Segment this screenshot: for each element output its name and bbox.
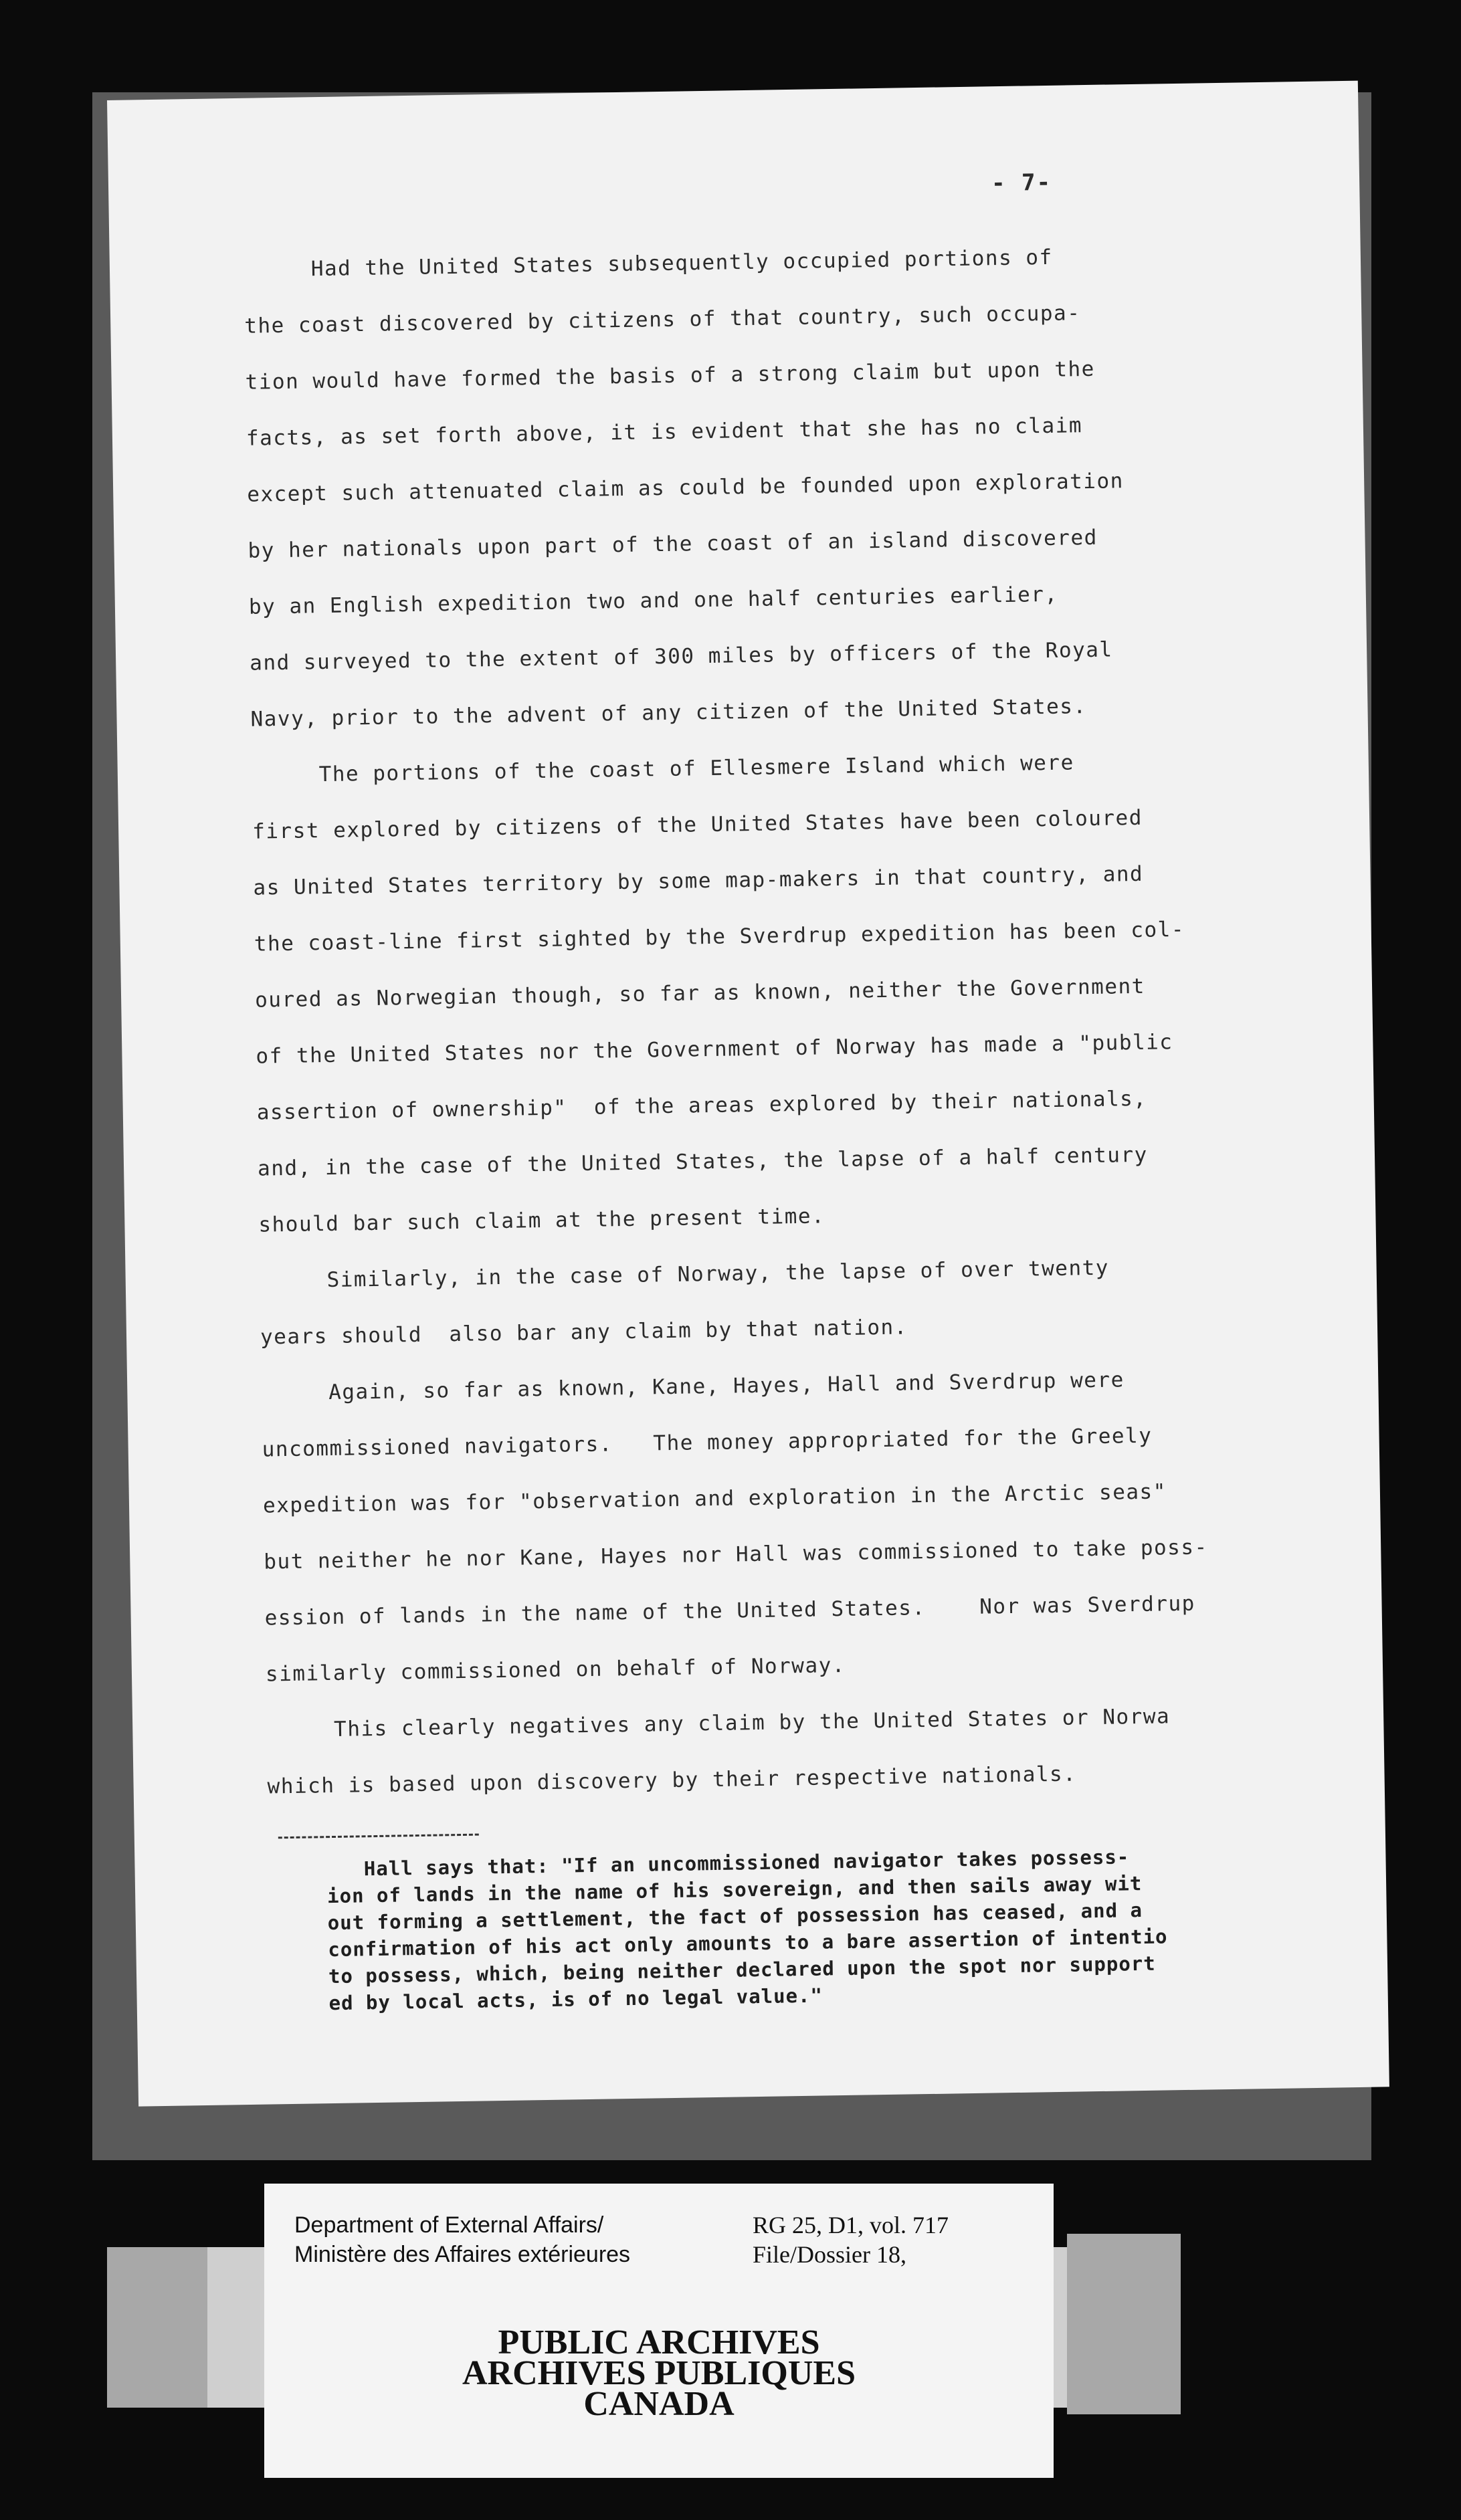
text-line: should bar such claim at the present time. <box>258 1204 825 1237</box>
footnote <box>302 1840 1355 2017</box>
text-line: Again, so far as known, Kane, Hayes, Hall and Sverdrup were <box>261 1368 1125 1406</box>
text-line: facts, as set forth above, it is evident that she has no claim <box>246 413 1083 451</box>
text-line: ession of lands in the name of the United States. Nor was Sverdrup <box>264 1591 1196 1631</box>
text-line: and surveyed to the extent of 300 miles by officers of the Royal <box>249 637 1113 675</box>
text-line: similarly commissioned on behalf of Norway. <box>265 1653 846 1687</box>
text-line: as United States territory by some map-makers in that country, and <box>253 861 1144 900</box>
text-line: the coast-line first sighted by the Sverdrup expedition has been col- <box>254 917 1185 956</box>
text-line: expedition was for "observation and exploration in the Arctic seas" <box>262 1479 1167 1518</box>
text-line: of the United States nor the Government of Norway has made a "public <box>256 1030 1173 1069</box>
reference-number: RG 25, D1, vol. 717 <box>753 2212 949 2238</box>
archive-stamp <box>264 2323 1054 2423</box>
footnote-line: ion of lands in the name of his sovereign, and then sails away wit <box>302 1872 1143 1908</box>
archive-strip-left <box>107 2247 207 2408</box>
text-line: and, in the case of the United States, the lapse of a half century <box>257 1142 1149 1181</box>
archive-label <box>264 2184 1054 2478</box>
footnote-line: to possess, which, being neither declared upon the spot nor support <box>303 1952 1156 1988</box>
footnote-line: out forming a settlement, the fact of possession has ceased, and a <box>302 1899 1143 1935</box>
text-line: oured as Norwegian though, so far as known, neither the Government <box>254 974 1146 1013</box>
text-line: This clearly negatives any claim by the United States or Norwa <box>266 1704 1171 1743</box>
text-line: tion would have formed the basis of a strong claim but upon the <box>245 356 1096 395</box>
text-line: first explored by citizens of the United States have been coloured <box>252 805 1143 844</box>
text-line: which is based upon discovery by their respective nationals. <box>267 1762 1077 1799</box>
archive-strip-right <box>1067 2234 1181 2414</box>
text-line: uncommissioned navigators. The money appropriated for the Greely <box>262 1423 1153 1462</box>
text-line: Had the United States subsequently occupied portions of <box>243 245 1053 282</box>
text-line: The portions of the coast of Ellesmere Island which were <box>251 750 1075 788</box>
file-number: File/Dossier 18, <box>753 2241 906 2268</box>
document-page <box>107 81 1389 2107</box>
body-text <box>243 225 1345 1815</box>
text-line: but neither he nor Kane, Hayes nor Hall was commissioned to take poss- <box>264 1535 1208 1574</box>
footnote-rule <box>278 1834 479 1839</box>
footnote-line: ed by local acts, is of no legal value." <box>304 1984 823 2015</box>
text-line: except such attenuated claim as could be founded upon exploration <box>247 469 1125 507</box>
text-line: the coast discovered by citizens of that country, such occupa- <box>244 301 1081 338</box>
page-number: - 7- <box>991 169 1052 197</box>
text-line: Navy, prior to the advent of any citizen of the United States. <box>250 694 1087 732</box>
stamp-line-1: PUBLIC ARCHIVES <box>498 2323 820 2361</box>
footnote-line: Hall says that: "If an uncommissioned navigator takes possess- <box>302 1845 1130 1881</box>
stamp-line-2: ARCHIVES PUBLIQUES <box>462 2354 856 2392</box>
text-line: by an English expedition two and one half centuries earlier, <box>248 582 1058 619</box>
text-line: years should also bar any claim by that nation. <box>260 1315 908 1350</box>
text-line: Similarly, in the case of Norway, the lapse of over twenty <box>259 1255 1110 1293</box>
footnote-line: confirmation of his act only amounts to a bare assertion of intentio <box>303 1925 1168 1962</box>
department-label <box>294 2210 630 2269</box>
stamp-line-3: CANADA <box>583 2385 735 2423</box>
department-fr: Ministère des Affaires extérieures <box>294 2242 631 2267</box>
reference-label <box>753 2210 949 2269</box>
department-en: Department of External Affairs/ <box>294 2212 604 2238</box>
text-line: assertion of ownership" of the areas explored by their nationals, <box>256 1086 1147 1125</box>
text-line: by her nationals upon part of the coast of an island discovered <box>248 525 1098 563</box>
